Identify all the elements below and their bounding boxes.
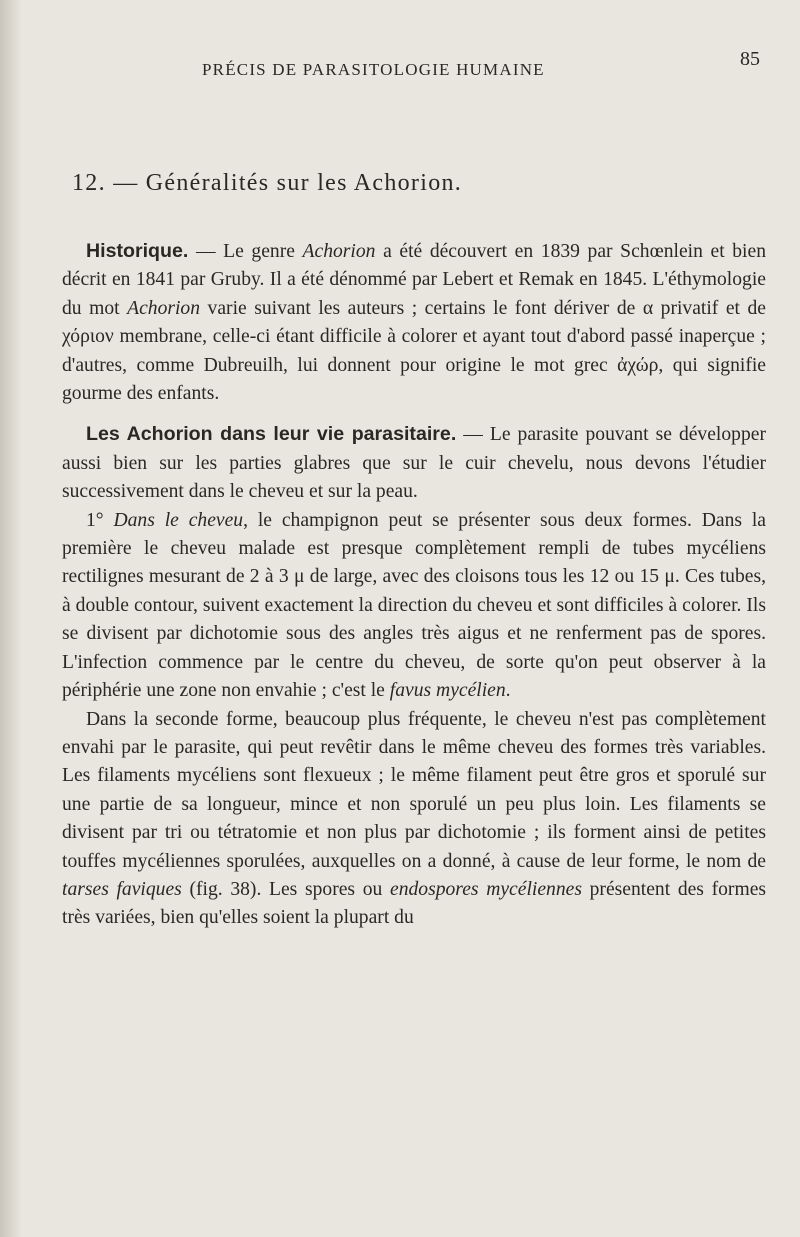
page-number: 85 [740,48,760,70]
running-title: PRÉCIS DE PARASITOLOGIE HUMAINE [202,60,545,79]
chapter-title: 12. — Généralités sur les Achorion. [72,170,463,196]
book-page [62,0,767,1237]
paragraph-dans-le-cheveu: 1° Dans le cheveu, le champignon peut se présenter sous deux formes. Dans la première le cheveu malade est presque complètement rempli de tubes mycéliens rectilignes mesurant de 2 à 3 μ de large, avec des cloisons tous les 12 ou 15 μ. Ces tubes, à double contour, suivent exactement la direction du cheveu et sont difficiles à colorer. Ils se divisent par dichotomie sous des angles très aigus et ne renferment pas de spores. L'infection commence par le centre du cheveu, de sorte qu'on peut observer à la périphérie une zone non envahie ; c'est le favus mycélien. [62,509,766,702]
body-text [62,237,766,933]
heading-vie-parasitaire: Les Achorion dans leur vie parasitaire. [86,423,457,446]
paragraph-vie-parasitaire: Les Achorion dans leur vie parasitaire. — Le parasite pouvant se développer aussi bien sur les parties glabres que sur le cuir chevelu, nous devons l'étudier successivement dans le cheveu et sur la peau. [62,423,766,503]
paragraph-historique: Historique. — Le genre Achorion a été découvert en 1839 par Schœnlein et bien décrit en 1841 par Gruby. Il a été dénommé par Lebert et Remak en 1845. L'éthymologie du mot Achorion varie suivant les auteurs ; certains le font dériver de α privatif et de χόριον membrane, celle-ci étant difficile à colorer et ayant tout d'abord passé inaperçue ; d'autres, comme Dubreuilh, lui donnent pour origine le mot grec ἀχώρ, qui signifie gourme des enfants. [62,240,766,405]
book-spine-shadow [0,0,22,1237]
paragraph-seconde-forme: Dans la seconde forme, beaucoup plus fréquente, le cheveu n'est pas complètement envahi par le parasite, qui peut revêtir dans le même cheveu des formes très variables. Les filaments mycéliens sont flexueux ; le même filament peut être gros et sporulé sur une partie de sa longueur, mince et non sporulé un peu plus loin. Les filaments se divisent par tri ou tétratomie et non plus par dichotomie ; ils forment ainsi de petites touffes mycéliennes sporulées, auxquelles on a donné, à cause de leur forme, le nom de tarses faviques (fig. 38). Les spores ou endospores mycéliennes présentent des formes très variées, bien qu'elles soient la plupart du [62,708,767,929]
heading-historique: Historique. [86,240,189,262]
